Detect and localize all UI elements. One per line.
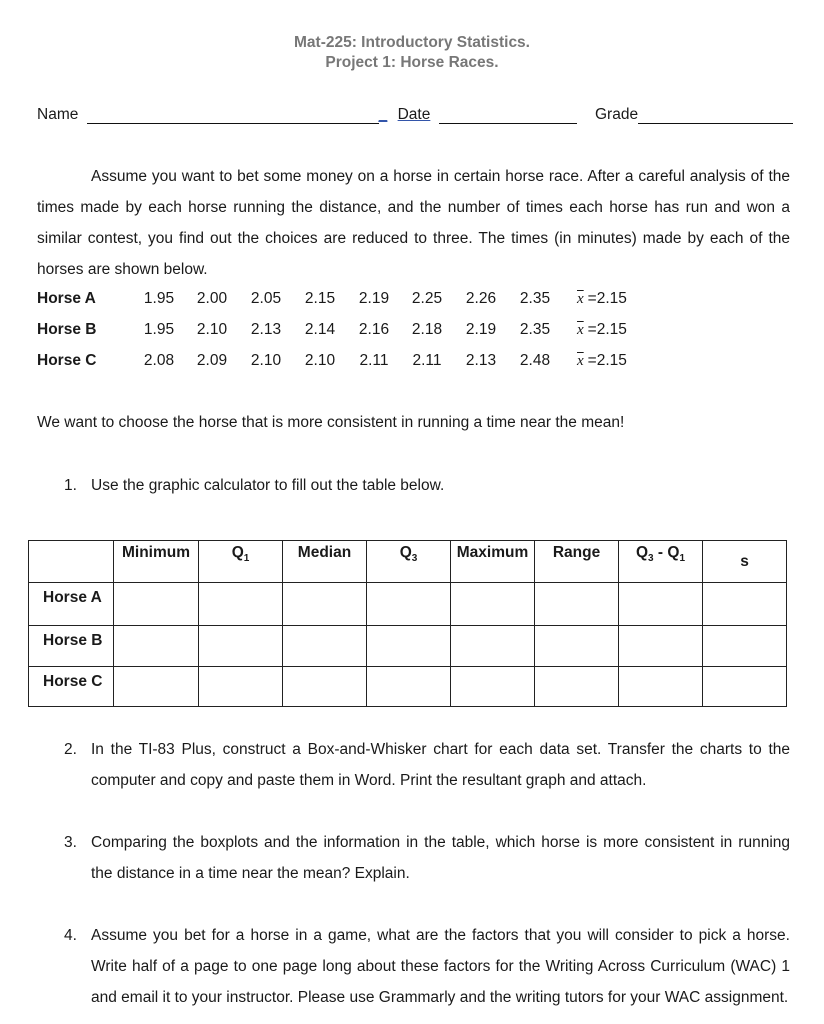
time-value: 2.10	[304, 352, 336, 369]
cell[interactable]	[283, 626, 367, 667]
header-q3-minus-q1: $Q_3 - Q_1$	[619, 541, 703, 583]
time-value: 2.10	[196, 321, 228, 338]
question-4	[64, 920, 790, 1013]
horse-label: Horse B	[37, 321, 97, 338]
grade-label: Grade	[594, 106, 639, 123]
cell[interactable]	[114, 583, 199, 626]
time-value: 2.19	[358, 290, 390, 307]
cell[interactable]	[367, 583, 451, 626]
cell[interactable]	[703, 626, 787, 667]
cell[interactable]	[283, 667, 367, 707]
cell[interactable]	[619, 667, 703, 707]
time-value: 2.26	[465, 290, 497, 307]
cell[interactable]	[451, 583, 535, 626]
cell[interactable]	[114, 626, 199, 667]
cell[interactable]	[114, 667, 199, 707]
time-value: 2.09	[196, 352, 228, 369]
form-line	[37, 106, 793, 124]
horse-label: Horse A	[37, 290, 96, 307]
question-3	[64, 827, 790, 889]
time-value: 2.25	[411, 290, 443, 307]
question-number: 2.	[64, 741, 77, 758]
table-row	[29, 667, 787, 707]
question-number: 1.	[64, 477, 77, 494]
cell[interactable]	[199, 583, 283, 626]
question-number: 3.	[64, 834, 77, 851]
time-value: 2.13	[465, 352, 497, 369]
date-label: Date	[397, 106, 431, 123]
question-1	[64, 470, 790, 501]
question-text: Assume you bet for a horse in a game, what are the factors that you will consider to pick a horse. Write half of a page to one page long about these factors for the Writing Across Curriculum (WAC) 1 and email it to your instructor. Please use Grammarly and the writing tutors for your WAC assignment.	[91, 927, 790, 1006]
name-label: Name	[37, 106, 79, 123]
project-title: Project 1: Horse Races.	[325, 54, 499, 71]
time-value: 2.19	[465, 321, 497, 338]
header-s: s	[703, 541, 787, 583]
underscore-mark: _	[378, 106, 388, 123]
header-minimum: Minimum	[114, 541, 199, 583]
header-q1	[199, 541, 283, 583]
time-value: 2.14	[304, 321, 336, 338]
time-value: 2.35	[519, 321, 551, 338]
cell[interactable]	[703, 667, 787, 707]
table-row	[29, 626, 787, 667]
grade-field[interactable]	[638, 106, 793, 124]
mean-number: =2.15	[587, 321, 627, 338]
cell[interactable]	[451, 667, 535, 707]
cell[interactable]	[535, 667, 619, 707]
row-label-horse-b: Horse B	[29, 626, 114, 667]
time-value: 2.11	[412, 352, 442, 369]
q1-letter: Q	[231, 544, 244, 561]
row-label-horse-a: Horse A	[29, 583, 114, 626]
row-label-horse-c: Horse C	[29, 667, 114, 707]
time-value: 2.05	[250, 290, 282, 307]
time-value: 2.08	[143, 352, 175, 369]
time-value: 2.10	[250, 352, 282, 369]
cell[interactable]	[199, 626, 283, 667]
x-bar-symbol: $\overline{x}$	[577, 291, 584, 307]
cell[interactable]	[199, 667, 283, 707]
cell[interactable]	[703, 583, 787, 626]
cell[interactable]	[619, 626, 703, 667]
name-field[interactable]	[87, 106, 379, 124]
x-bar-symbol: $\overline{x}$	[577, 353, 584, 369]
time-value: 1.95	[143, 290, 175, 307]
x-bar-symbol: $\overline{x}$	[577, 322, 584, 338]
course-title: Mat-225: Introductory Statistics.	[294, 34, 530, 51]
time-value: 2.16	[358, 321, 390, 338]
horse-label: Horse C	[37, 352, 97, 369]
header-range: Range	[535, 541, 619, 583]
question-text: In the TI-83 Plus, construct a Box-and-Whisker chart for each data set. Transfer the charts to the computer and copy and paste them in Word. Print the resultant graph and attach.	[91, 741, 790, 789]
mean-number: =2.15	[587, 290, 627, 307]
q3-letter: Q	[399, 544, 412, 561]
mean-value	[577, 352, 627, 370]
table-row	[29, 583, 787, 626]
time-value: 2.11	[359, 352, 389, 369]
date-field[interactable]	[439, 106, 577, 124]
mean-number: =2.15	[587, 352, 627, 369]
time-value: 2.48	[519, 352, 551, 369]
cell[interactable]	[367, 626, 451, 667]
header-q3	[367, 541, 451, 583]
header-blank	[29, 541, 114, 583]
cell[interactable]	[283, 583, 367, 626]
header-median: Median	[283, 541, 367, 583]
mean-value	[577, 321, 627, 339]
time-value: 2.13	[250, 321, 282, 338]
table-header-row	[29, 541, 787, 583]
header-maximum: Maximum	[451, 541, 535, 583]
cell[interactable]	[535, 626, 619, 667]
time-value: 2.15	[304, 290, 336, 307]
question-number: 4.	[64, 927, 77, 944]
cell[interactable]	[451, 626, 535, 667]
stats-table	[28, 540, 787, 707]
question-2	[64, 734, 790, 796]
cell[interactable]	[367, 667, 451, 707]
cell[interactable]	[619, 583, 703, 626]
q1-subscript: 1	[243, 553, 250, 565]
time-value: 1.95	[143, 321, 175, 338]
time-value: 2.35	[519, 290, 551, 307]
cell[interactable]	[535, 583, 619, 626]
goal-statement: We want to choose the horse that is more consistent in running a time near the mean!	[37, 414, 625, 431]
mean-value	[577, 290, 627, 308]
q3-subscript: 3	[411, 553, 418, 565]
time-value: 2.18	[411, 321, 443, 338]
question-text: Comparing the boxplots and the information in the table, which horse is more consistent in running the distance in a time near the mean? Explain.	[91, 834, 790, 882]
intro-paragraph: Assume you want to bet some money on a horse in certain horse race. After a careful analysis of the times made by each horse running the distance, and the number of times each horse has run and won a similar contest, you find out the choices are reduced to three. The times (in minutes) made by each of the horses are shown below.	[37, 168, 790, 278]
time-value: 2.00	[196, 290, 228, 307]
question-text: Use the graphic calculator to fill out the table below.	[91, 477, 445, 494]
